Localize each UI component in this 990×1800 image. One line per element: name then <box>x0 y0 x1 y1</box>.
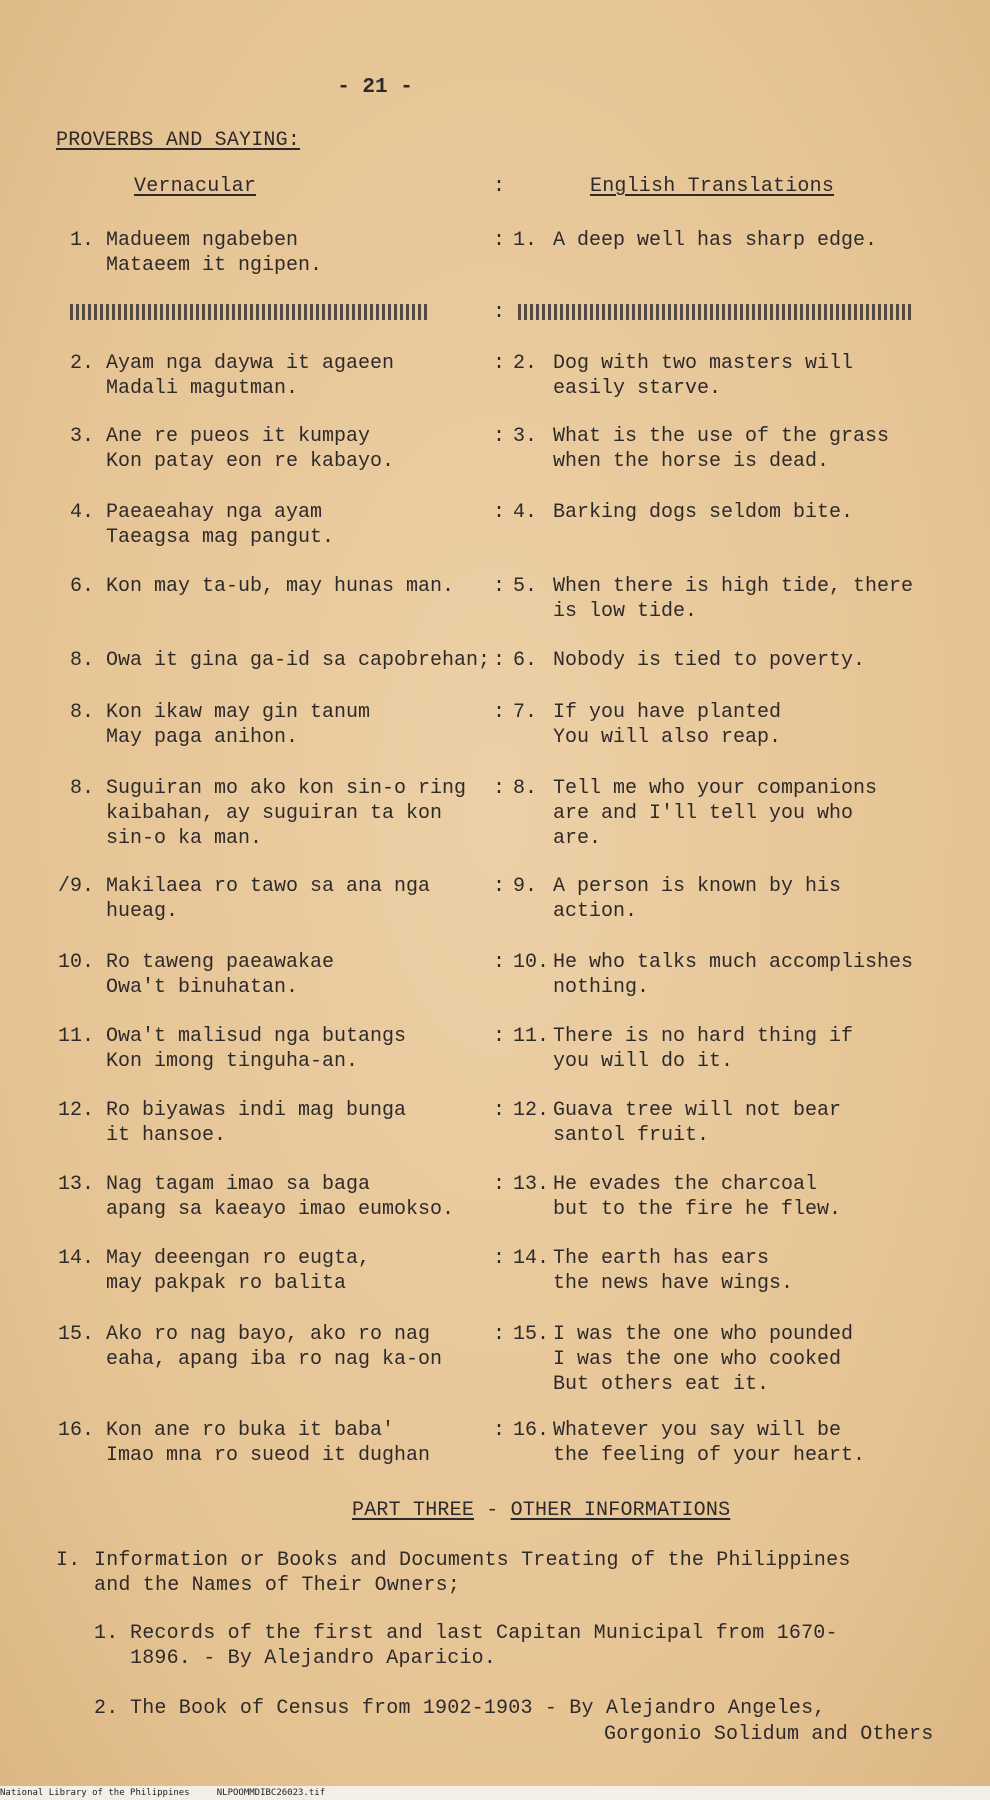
proverb-vernacular-line: Paeaeahay nga ayam <box>106 501 323 524</box>
proverb-english-line: nothing. <box>553 976 650 999</box>
struck-out-line-right <box>518 304 913 320</box>
proverb-vernacular <box>58 1418 490 1468</box>
proverb-number: 12. <box>58 1099 95 1122</box>
proverb-english <box>513 351 953 401</box>
proverb-english-line: I was the one who pounded <box>553 1323 854 1346</box>
proverb-vernacular-line: Owa't malisud nga butangs <box>106 1025 407 1048</box>
proverb-english-line: When there is high tide, there <box>553 575 914 598</box>
proverb-english-number: 7. <box>513 701 538 724</box>
proverb-number: 8. <box>70 649 95 672</box>
column-separator: : <box>493 1323 506 1346</box>
proverb-english-line: the news have wings. <box>553 1272 794 1295</box>
proverb-english-line: are. <box>553 827 602 850</box>
item-line: Records of the first and last Capitan Municipal from 1670- <box>130 1622 838 1645</box>
column-header-english: English Translations <box>590 175 835 198</box>
column-header-vernacular: Vernacular <box>134 175 257 198</box>
proverb-number: 8. <box>70 777 95 800</box>
proverb-english <box>513 874 953 924</box>
column-separator: : <box>493 777 506 800</box>
column-separator: : <box>493 701 506 724</box>
proverb-vernacular-line: Kon patay eon re kabayo. <box>106 450 395 473</box>
proverb-vernacular-line: Ro taweng paeawakae <box>106 951 335 974</box>
proverb-vernacular-line: Owa't binuhatan. <box>106 976 299 999</box>
proverb-vernacular-line: Imao mna ro sueod it dughan <box>106 1444 431 1467</box>
part-three-title: OTHER INFORMATIONS <box>510 1499 731 1522</box>
proverb-english-line: Guava tree will not bear <box>553 1099 842 1122</box>
item-line: Gorgonio Solidum and Others <box>604 1723 934 1746</box>
column-separator: : <box>493 229 506 252</box>
column-separator: : <box>493 575 506 598</box>
proverb-vernacular-line: Makilaea ro tawo sa ana nga <box>106 875 431 898</box>
proverb-english-number: 11. <box>513 1025 550 1048</box>
proverb-english-line: He who talks much accomplishes <box>553 951 914 974</box>
proverb-english-line: Barking dogs seldom bite. <box>553 501 854 524</box>
item-line: 1896. - By Alejandro Aparicio. <box>130 1647 497 1670</box>
column-separator: : <box>493 301 506 324</box>
column-separator: : <box>493 951 506 974</box>
proverb-english <box>513 574 953 624</box>
proverb-vernacular-line: Owa it gina ga-id sa capobrehan; <box>106 649 491 672</box>
section-i-label: I. <box>56 1549 81 1572</box>
proverb-vernacular-line: apang sa kaeayo imao eumokso. <box>106 1198 455 1221</box>
column-separator: : <box>493 1099 506 1122</box>
column-separator: : <box>493 1247 506 1270</box>
proverb-vernacular-line: Kon ane ro buka it baba' <box>106 1419 395 1442</box>
proverb-vernacular-line: eaha, apang iba ro nag ka-on <box>106 1348 443 1371</box>
proverb-english-number: 9. <box>513 875 538 898</box>
part-three-label: PART THREE <box>352 1499 475 1522</box>
proverb-vernacular-line: sin-o ka man. <box>106 827 263 850</box>
proverb-number: 14. <box>58 1247 95 1270</box>
proverb-vernacular <box>58 1246 490 1296</box>
proverb-english-number: 6. <box>513 649 538 672</box>
proverb-english <box>513 1098 953 1148</box>
proverb-vernacular <box>58 1024 490 1074</box>
proverb-number: 10. <box>58 951 95 974</box>
proverb-english-line: But others eat it. <box>553 1373 770 1396</box>
proverb-english-line: is low tide. <box>553 600 698 623</box>
proverb-number: 1. <box>70 229 95 252</box>
column-separator: : <box>493 1025 506 1048</box>
column-separator: : <box>493 425 506 448</box>
proverb-english <box>513 500 953 525</box>
proverb-vernacular-line: Ane re pueos it kumpay <box>106 425 371 448</box>
proverb-vernacular-line: it hansoe. <box>106 1124 227 1147</box>
proverb-number: 8. <box>70 701 95 724</box>
proverb-vernacular <box>58 950 490 1000</box>
column-separator: : <box>493 175 506 198</box>
column-separator: : <box>493 649 506 672</box>
proverb-vernacular-line: may pakpak ro balita <box>106 1272 347 1295</box>
proverb-english-line: when the horse is dead. <box>553 450 830 473</box>
proverb-english-line: the feeling of your heart. <box>553 1444 866 1467</box>
part-three-dash: - <box>486 1499 499 1522</box>
proverb-english <box>513 1322 953 1397</box>
proverb-vernacular-line: Kon may ta-ub, may hunas man. <box>106 575 455 598</box>
proverb-vernacular <box>58 874 490 924</box>
column-separator: : <box>493 352 506 375</box>
proverb-english-line: but to the fire he flew. <box>553 1198 842 1221</box>
proverb-english-line: Tell me who your companions <box>553 777 878 800</box>
proverb-english-line: you will do it. <box>553 1050 734 1073</box>
proverb-english <box>513 700 953 750</box>
proverb-english <box>513 1246 953 1296</box>
proverb-vernacular-line: Nag tagam imao sa baga <box>106 1173 371 1196</box>
proverb-vernacular <box>70 351 490 401</box>
proverb-vernacular-line: May paga anihon. <box>106 726 299 749</box>
proverb-number: 6. <box>70 575 95 598</box>
proverb-english-line: action. <box>553 900 638 923</box>
struck-out-line-left <box>70 304 428 320</box>
column-separator: : <box>493 1419 506 1442</box>
proverb-english-line: He evades the charcoal <box>553 1173 818 1196</box>
proverb-english-number: 4. <box>513 501 538 524</box>
column-separator: : <box>493 1173 506 1196</box>
item-number: 1. <box>94 1622 119 1645</box>
proverb-english-line: Dog with two masters will <box>553 352 854 375</box>
proverb-english-number: 5. <box>513 575 538 598</box>
proverb-english-line: A deep well has sharp edge. <box>553 229 878 252</box>
proverb-english-line: What is the use of the grass <box>553 425 890 448</box>
proverb-vernacular-line: hueag. <box>106 900 179 923</box>
proverb-vernacular <box>70 776 490 851</box>
proverb-vernacular-line: Ayam nga daywa it agaeen <box>106 352 395 375</box>
proverb-vernacular-line: kaibahan, ay suguiran ta kon <box>106 802 443 825</box>
proverb-english-number: 12. <box>513 1099 550 1122</box>
proverb-vernacular-line: Kon ikaw may gin tanum <box>106 701 371 724</box>
proverb-english-line: Whatever you say will be <box>553 1419 842 1442</box>
section-i-line-2: and the Names of Their Owners; <box>94 1574 461 1597</box>
proverb-english-line: are and I'll tell you who <box>553 802 854 825</box>
proverb-number: 13. <box>58 1173 95 1196</box>
proverb-number: 16. <box>58 1419 95 1442</box>
proverb-english-line: A person is known by his <box>553 875 842 898</box>
proverb-vernacular-line: May deeengan ro eugta, <box>106 1247 371 1270</box>
proverb-number: 2. <box>70 352 95 375</box>
part-three-heading <box>352 1498 730 1523</box>
proverb-english <box>513 648 953 673</box>
proverb-english-number: 13. <box>513 1173 550 1196</box>
proverb-vernacular <box>70 500 490 550</box>
proverb-english-number: 3. <box>513 425 538 448</box>
column-separator: : <box>493 501 506 524</box>
proverb-english-line: You will also reap. <box>553 726 782 749</box>
proverb-english-line: santol fruit. <box>553 1124 710 1147</box>
proverb-english-number: 10. <box>513 951 550 974</box>
proverb-vernacular-line: Taeagsa mag pangut. <box>106 526 335 549</box>
proverb-vernacular-line: Ako ro nag bayo, ako ro nag <box>106 1323 431 1346</box>
proverb-vernacular <box>70 700 490 750</box>
proverb-vernacular <box>58 1322 490 1372</box>
proverb-english-line: If you have planted <box>553 701 782 724</box>
proverb-number: 11. <box>58 1025 95 1048</box>
proverb-english-line: There is no hard thing if <box>553 1025 854 1048</box>
proverb-english-number: 14. <box>513 1247 550 1270</box>
proverb-english <box>513 1024 953 1074</box>
item-line: The Book of Census from 1902-1903 - By Alejandro Angeles, <box>130 1697 826 1720</box>
proverb-english-number: 1. <box>513 229 538 252</box>
proverb-english <box>513 228 953 253</box>
proverb-english-number: 2. <box>513 352 538 375</box>
proverb-vernacular-line: Kon imong tinguha-an. <box>106 1050 359 1073</box>
proverb-number: 4. <box>70 501 95 524</box>
proverb-english <box>513 1172 953 1222</box>
proverb-vernacular <box>70 424 490 474</box>
proverb-vernacular <box>58 1172 490 1222</box>
proverb-vernacular <box>58 1098 490 1148</box>
proverb-number: 3. <box>70 425 95 448</box>
proverb-vernacular-line: Suguiran mo ako kon sin-o ring <box>106 777 467 800</box>
proverb-english-number: 8. <box>513 777 538 800</box>
proverb-vernacular-line: Mataeem it ngipen. <box>106 254 323 277</box>
page-number: - 21 - <box>337 76 413 99</box>
footer-caption: National Library of the Philippines NLPOOMMDIBC26023.tif <box>0 1788 326 1798</box>
proverb-english <box>513 776 953 851</box>
proverb-vernacular <box>70 574 490 599</box>
section-i-line-1: Information or Books and Documents Treating of the Philippines <box>94 1549 851 1572</box>
proverb-number: /9. <box>58 875 95 898</box>
proverb-vernacular <box>70 648 490 673</box>
column-separator: : <box>493 875 506 898</box>
proverb-english <box>513 1418 953 1468</box>
proverb-english <box>513 424 953 474</box>
proverb-english-line: easily starve. <box>553 377 722 400</box>
proverb-vernacular <box>70 228 490 278</box>
section-heading: PROVERBS AND SAYING: <box>56 129 301 152</box>
proverb-vernacular-line: Madueem ngabeben <box>106 229 299 252</box>
proverb-number: 15. <box>58 1323 95 1346</box>
proverb-english-number: 15. <box>513 1323 550 1346</box>
proverb-english-line: The earth has ears <box>553 1247 770 1270</box>
proverb-english-number: 16. <box>513 1419 550 1442</box>
proverb-english <box>513 950 953 1000</box>
proverb-vernacular-line: Ro biyawas indi mag bunga <box>106 1099 407 1122</box>
proverb-english-line: Nobody is tied to poverty. <box>553 649 866 672</box>
proverb-vernacular-line: Madali magutman. <box>106 377 299 400</box>
proverb-english-line: I was the one who cooked <box>553 1348 842 1371</box>
item-number: 2. <box>94 1697 119 1720</box>
